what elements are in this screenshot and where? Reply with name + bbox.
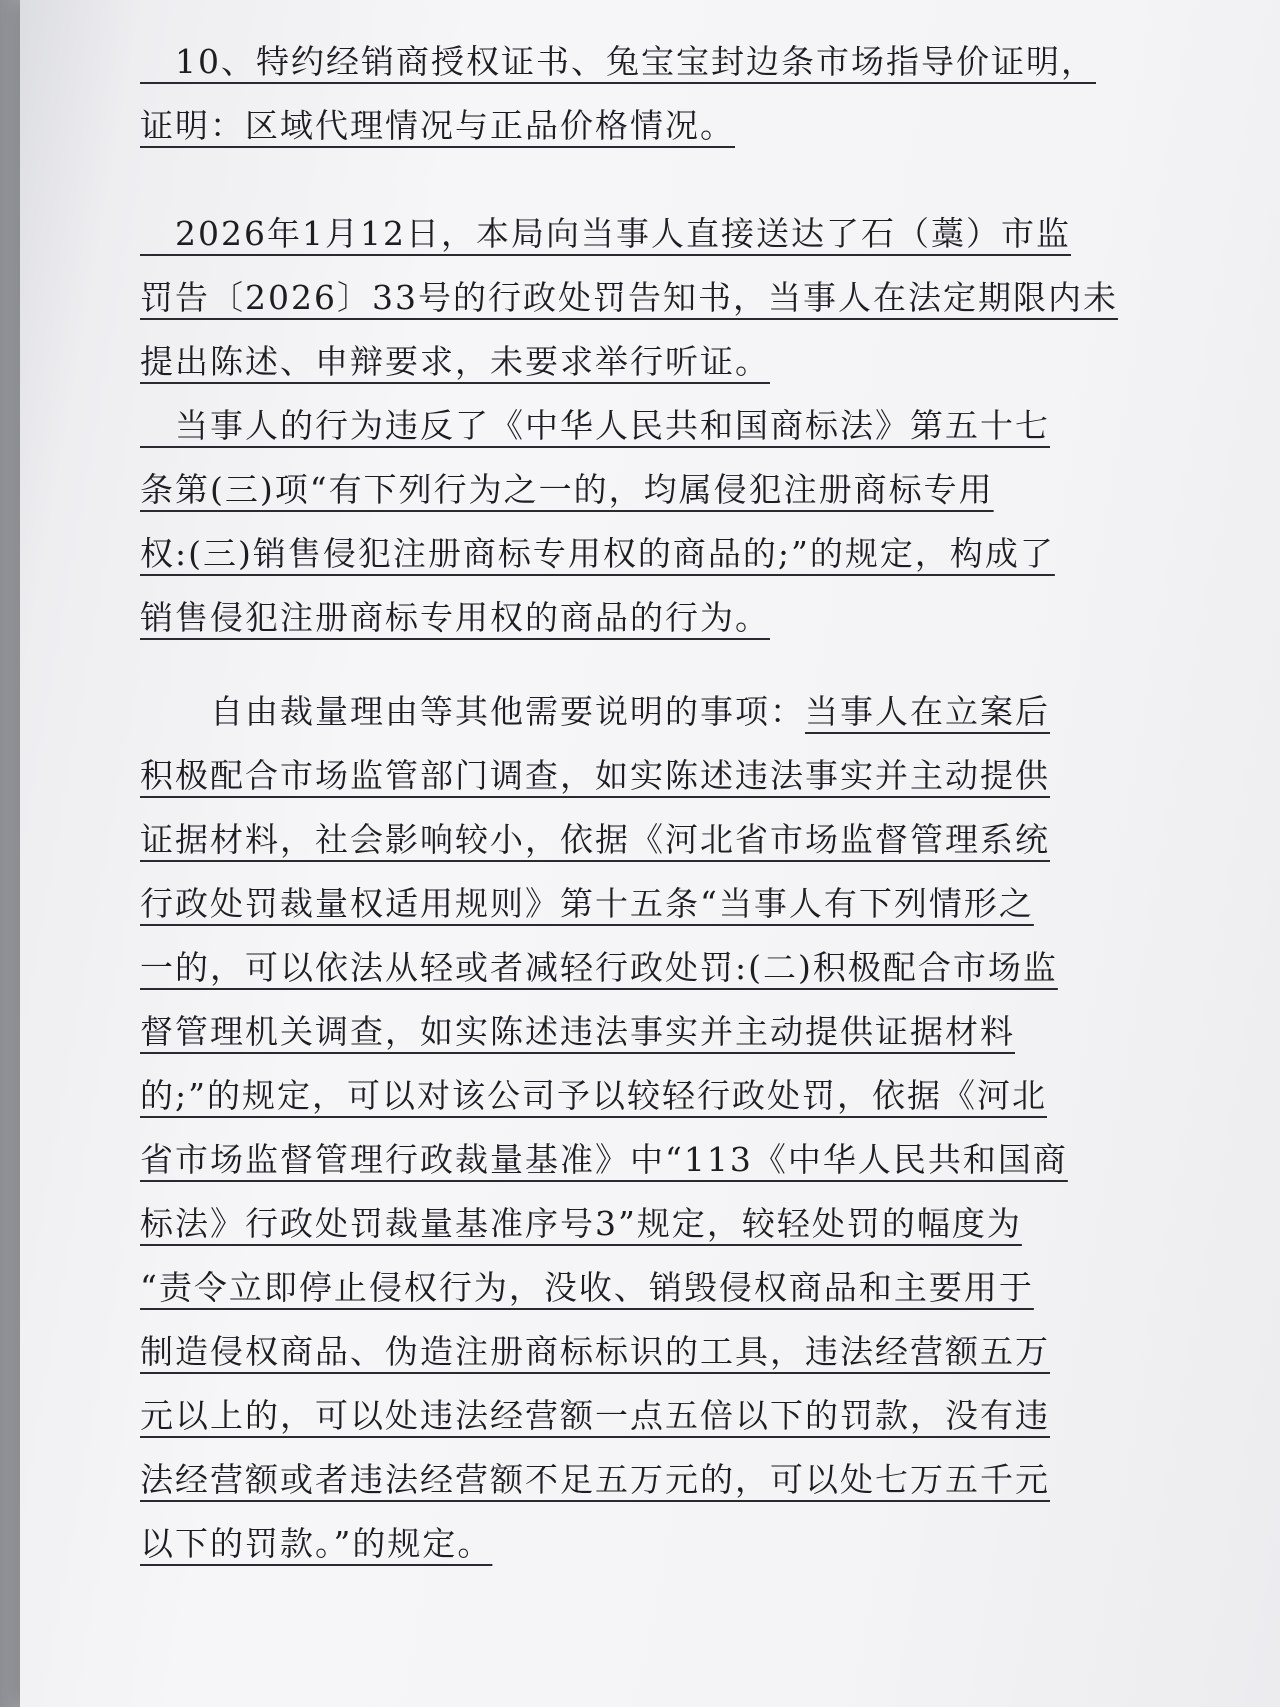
paragraph-lead: 自由裁量理由等其他需要说明的事项： (140, 692, 805, 731)
paragraph-line: 证明：区域代理情况与正品价格情况。 (140, 106, 735, 145)
paragraph-line: 以下的罚款。”的规定。 (140, 1524, 493, 1563)
notice-delivery-paragraph (140, 202, 1200, 394)
paragraph-line: 标法》行政处罚裁量基准序号3”规定，较轻处罚的幅度为 (140, 1204, 1022, 1243)
evidence-item-10 (140, 30, 1200, 158)
paragraph-line: 权:(三)销售侵犯注册商标专用权的商品的;”的规定，构成了 (140, 534, 1055, 573)
paragraph-line: 当事人在立案后 (805, 692, 1050, 731)
paragraph-line: 提出陈述、申辩要求，未要求举行听证。 (140, 342, 770, 381)
paragraph-line: 10、特约经销商授权证书、兔宝宝封边条市场指导价证明， (140, 42, 1096, 81)
paragraph-line: 的;”的规定，可以对该公司予以较轻行政处罚，依据《河北 (140, 1076, 1047, 1115)
paragraph-line: “责令立即停止侵权行为，没收、销毁侵权商品和主要用于 (140, 1268, 1034, 1307)
paragraph-line: 法经营额或者违法经营额不足五万元的，可以处七万五千元 (140, 1460, 1050, 1499)
paragraph-line: 督管理机关调查，如实陈述违法事实并主动提供证据材料 (140, 1012, 1015, 1051)
document-page (20, 0, 1280, 1707)
paragraph-line: 制造侵权商品、伪造注册商标标识的工具，违法经营额五万 (140, 1332, 1050, 1371)
paragraph-line: 一的，可以依法从轻或者减轻行政处罚:(二)积极配合市场监 (140, 948, 1058, 987)
document-body (140, 30, 1200, 1576)
paragraph-line: 销售侵犯注册商标专用权的商品的行为。 (140, 598, 770, 637)
paragraph-line: 当事人的行为违反了《中华人民共和国商标法》第五十七 (140, 406, 1050, 445)
paragraph-line: 积极配合市场监管部门调查，如实陈述违法事实并主动提供 (140, 756, 1050, 795)
discretion-paragraph (140, 680, 1200, 1576)
paragraph-line: 行政处罚裁量权适用规则》第十五条“当事人有下列情形之 (140, 884, 1034, 923)
paragraph-line: 条第(三)项“有下列行为之一的，均属侵犯注册商标专用 (140, 470, 994, 509)
violation-paragraph (140, 394, 1200, 650)
paragraph-line: 2026年1月12日，本局向当事人直接送达了石（藁）市监 (140, 214, 1071, 253)
paragraph-line: 证据材料，社会影响较小，依据《河北省市场监督管理系统 (140, 820, 1050, 859)
paragraph-line: 省市场监督管理行政裁量基准》中“113《中华人民共和国商 (140, 1140, 1068, 1179)
paragraph-line: 罚告〔2026〕33号的行政处罚告知书，当事人在法定期限内未 (140, 278, 1118, 317)
paragraph-line: 元以上的，可以处违法经营额一点五倍以下的罚款，没有违 (140, 1396, 1050, 1435)
